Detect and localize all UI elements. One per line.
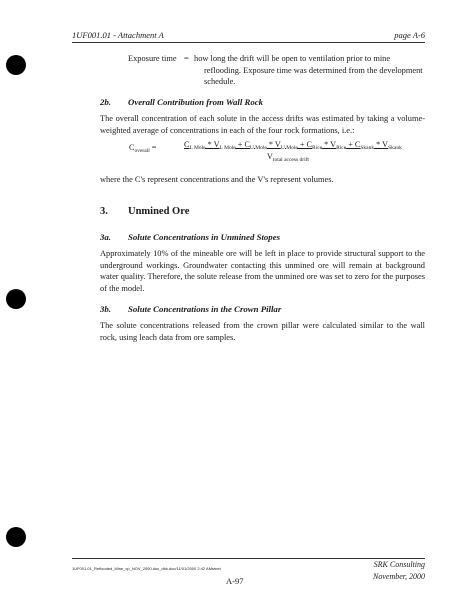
footer-date: November, 2000: [373, 572, 425, 581]
section-3b-number: 3b.: [100, 304, 111, 314]
eq-term-umole: $C_{U Mole} * V_{U Mole}$: [244, 140, 298, 151]
exposure-line-2: reflooding. Exposure time was determined from the development: [204, 65, 423, 75]
header-rule: [72, 42, 425, 43]
footer-rule: [72, 558, 425, 559]
eq-denominator: $V_{total access drift}$: [267, 152, 309, 163]
overall-equation: [129, 143, 156, 154]
section-2b-title: Overall Contribution from Wall Rock: [128, 97, 264, 107]
section-3-number: 3.: [100, 206, 108, 217]
section-3b-title: Solute Concentrations in the Crown Pillar: [128, 304, 282, 314]
binder-hole-1: [6, 55, 26, 75]
header-left: 1UF001.01 - Attachment A: [72, 30, 164, 40]
page-number: A-97: [226, 576, 244, 586]
exposure-line-1: how long the drift will be open to ventilation prior to mine: [194, 54, 391, 63]
section-3a-title: Solute Concentrations in Unmined Stopes: [128, 232, 281, 242]
binder-hole-3: [6, 527, 26, 547]
eq-lhs: $C_{overall}$: [129, 143, 150, 154]
exposure-line-3: schedule.: [204, 77, 236, 87]
eq-numerator: $C_{L Mole} * V_{L Mole} + C_{U Mole} * V_{U Mole} + C_{Rice} * V_{Rice} + C_{Skank} * V_{Skank}$: [184, 140, 402, 151]
section-3a-paragraph: Approximately 10% of the mineable ore will be left in place to provide structural support to the underground workings. Groundwater contacting this unmined ore will remain at background water quality. Therefore, the solute release from the unmined ore was set to zero for the purposes of the model.: [100, 249, 425, 293]
section-2b-number: 2b.: [100, 97, 111, 107]
section-3-title: Unmined Ore: [128, 206, 190, 217]
eq-term-rice: $C_{Rice} * V_{Rice}$: [306, 140, 347, 151]
footer-company: SRK Consulting: [373, 560, 425, 569]
section-3b-paragraph: The solute concentrations released from the crown pillar were calculated similar to the wall rock, using leach data from ore samples.: [100, 321, 425, 342]
eq-equals: =: [149, 143, 157, 152]
header-right: page A-6: [394, 30, 425, 40]
binder-hole-2: [6, 289, 26, 309]
exposure-term: Exposure time: [128, 54, 177, 63]
footer-filename: 1UF001.01_Reflooded_Mine_cp_NOV_2000.doc_dbk.doc/11/01/2000 2:42 AMstnet: [72, 566, 221, 571]
eq-term-lmole: $C_{L Mole} * V_{L Mole}$: [184, 140, 236, 151]
exposure-equals: =: [184, 54, 189, 63]
eq-term-skank: $C_{Skank} * V_{Skank}$: [354, 140, 402, 151]
section-2b-after: where the C's represent concentrations and the V's represent volumes.: [100, 175, 334, 184]
section-2b-paragraph: The overall concentration of each solute in the access drifts was estimated by taking a volume-weighted average of concentrations in each of the four rock formations, i.e.:: [100, 114, 425, 135]
section-3a-number: 3a.: [100, 232, 111, 242]
